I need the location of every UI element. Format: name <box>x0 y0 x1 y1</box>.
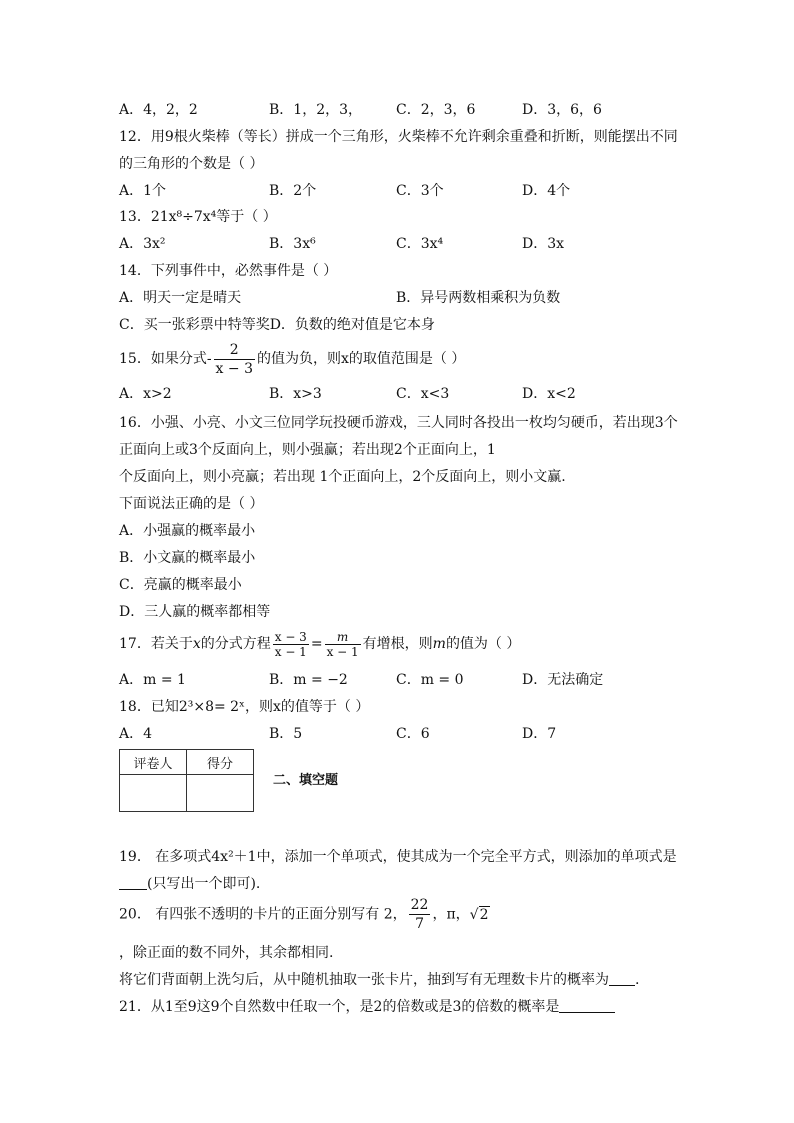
answer-blank <box>559 998 615 1013</box>
question-19-stem-cont <box>119 874 260 894</box>
option-a: A．4 <box>119 726 153 742</box>
option-b: B．x>3 <box>269 386 322 402</box>
question-15-stem <box>119 340 465 378</box>
stem-end: 的值为（ ） <box>445 636 521 652</box>
denominator: x − 3 <box>215 360 253 377</box>
question-14-stem: 14．下列事件中，必然事件是（ ） <box>119 263 338 279</box>
option-c: C．3x⁴ <box>396 236 444 252</box>
grader-header: 评卷人 <box>120 750 187 775</box>
question-12-stem: 12．用9根火柴棒（等长）拼成一个三角形，火柴棒不允许剩余重叠和折断，则能摆出不同 <box>119 129 678 145</box>
square-root <box>470 897 490 933</box>
stem-mid: ，π， <box>432 906 470 923</box>
variable-x: x <box>192 636 201 652</box>
option-c: C．6 <box>396 726 430 742</box>
section-title: 二、填空题 <box>273 773 339 788</box>
fraction <box>214 341 255 378</box>
stem-suffix: 的值为负，则x的取值范围是（ ） <box>256 351 466 367</box>
grader-cell <box>120 775 187 812</box>
question-20-stem-cont: ，除正面的数不同外，其余都相同. <box>119 945 334 961</box>
denominator: x − 1 <box>274 644 307 659</box>
stem-prefix: 20． 有四张不透明的卡片的正面分别写有 2， <box>119 906 407 923</box>
option-b: B．2个 <box>269 183 317 199</box>
question-19-stem: 19． 在多项式4x²＋1中，添加一个单项式，使其成为一个完全平方式，则添加的单项式是 <box>119 849 677 865</box>
option-c: C．亮赢的概率最小 <box>119 577 242 593</box>
option-a: A．明天一定是晴天 <box>119 290 242 306</box>
question-16-stem: 16．小强、小亮、小文三位同学玩投硬币游戏，三人同时各投出一枚均匀硬币，若出现3个 <box>119 415 678 431</box>
option-d: D．三人赢的概率都相等 <box>119 604 271 620</box>
option-b: B．1，2，3， <box>269 102 363 118</box>
stem-end: . <box>635 972 640 988</box>
option-b: B．3x⁶ <box>269 236 316 252</box>
score-header: 得分 <box>187 750 254 775</box>
question-17-stem <box>119 626 520 662</box>
left-fraction <box>273 630 309 659</box>
question-18-stem: 18．已知2³×8= 2ˣ，则x的值等于（ ） <box>119 699 370 715</box>
denominator: 7 <box>415 916 424 932</box>
right-fraction <box>325 630 361 659</box>
numerator: 2 <box>214 341 255 360</box>
option-c: C．2，3，6 <box>396 102 476 118</box>
score-cell <box>187 775 254 812</box>
question-16-stem-cont: 正面向上或3个反面向上，则小强赢；若出现2个正面向上，1 <box>119 442 496 458</box>
option-d: D．7 <box>522 726 557 742</box>
stem-text: 21．从1至9这9个自然数中任取一个，是2的倍数或是3的倍数的概率是 <box>119 999 560 1015</box>
stem-suffix: (只写出一个即可). <box>147 876 261 892</box>
option-a: A．x>2 <box>119 386 172 402</box>
option-c-d: C．买一张彩票中特等奖D．负数的绝对值是它本身 <box>119 317 435 333</box>
stem-mid: 的分式方程 <box>200 636 271 652</box>
question-20-stem <box>119 896 490 933</box>
numerator: x − 3 <box>274 629 307 644</box>
option-c: C．x<3 <box>396 386 450 402</box>
variable-m: m <box>432 636 446 652</box>
option-d: D．x<2 <box>522 386 576 402</box>
option-a: A．小强赢的概率最小 <box>119 523 256 539</box>
option-d: D．4个 <box>522 183 571 199</box>
option-b: B．m = −2 <box>269 672 348 688</box>
equals-sign: = <box>310 636 323 652</box>
option-a: A．3x² <box>119 236 166 252</box>
score-table <box>119 749 254 812</box>
question-20-stem-cont <box>119 970 639 990</box>
answer-blank <box>609 971 635 986</box>
option-a: A．4，2，2 <box>119 102 198 118</box>
stem-prefix: 15．如果分式- <box>119 351 212 367</box>
denominator: x − 1 <box>326 644 359 659</box>
option-d: D．无法确定 <box>522 672 604 688</box>
question-16-prompt: 下面说法正确的是（ ） <box>119 496 264 512</box>
option-b: B．小文赢的概率最小 <box>119 550 256 566</box>
option-d: D．3x <box>522 236 565 252</box>
option-a: A．1个 <box>119 183 167 199</box>
option-c: C．3个 <box>396 183 444 199</box>
question-12-stem-cont: 的三角形的个数是（ ） <box>119 156 264 172</box>
question-21-stem <box>119 997 615 1017</box>
fraction <box>409 896 431 933</box>
question-13-stem: 13．21x⁸÷7x⁴等于（ ） <box>119 209 277 225</box>
option-a: A．m = 1 <box>119 672 186 688</box>
option-b: B．5 <box>269 726 303 742</box>
radicand: 2 <box>479 906 489 923</box>
radical-sign: √ <box>469 906 479 923</box>
question-16-stem-cont: 个反面向上，则小亮赢；若出现 1个正面向上，2个反面向上，则小文赢. <box>119 469 566 485</box>
stem-suffix: 有增根，则 <box>362 636 433 652</box>
numerator: 22 <box>410 897 429 913</box>
option-b: B．异号两数相乘积为负数 <box>396 290 561 306</box>
stem-text: 将它们背面朝上洗匀后，从中随机抽取一张卡片，抽到写有无理数卡片的概率为 <box>119 972 609 988</box>
option-d: D．3，6，6 <box>522 102 602 118</box>
answer-blank <box>119 875 147 890</box>
option-c: C．m = 0 <box>396 672 464 688</box>
stem-prefix: 17．若关于 <box>119 636 193 652</box>
numerator: m <box>325 630 361 645</box>
